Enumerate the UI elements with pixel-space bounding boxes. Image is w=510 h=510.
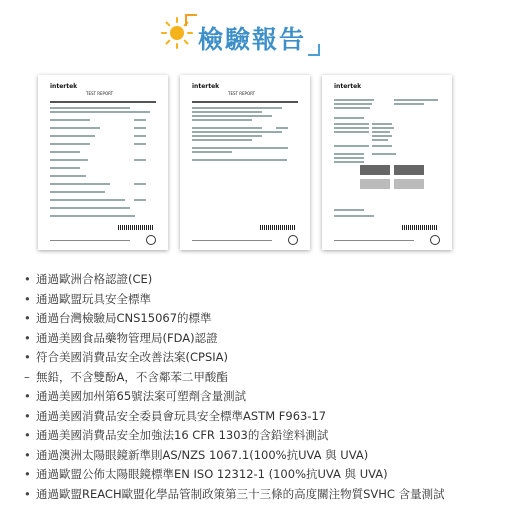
page-title: 檢驗報告 [198,25,307,54]
test-report-page [38,75,168,250]
intertek-logo: intertek [192,83,220,90]
title-corner-decoration [308,44,320,56]
list-item: • 通過澳洲太陽眼鏡新準則AS/NZS 1067.1(100%抗UVA 與 UVA) [24,447,369,462]
list-item: • 通過台灣檢驗局CNS15067的標準 [24,311,212,325]
list-item: • 通過歐盟玩具安全標準 [24,291,151,306]
report-heading: TEST REPORT [228,91,256,96]
list-item: • 通過歐盟REACH歐盟化學品管制政策第三十三條的高度關注物質SVHC 含量測試 [24,486,445,501]
header [0,0,510,68]
title-corner-decoration [185,14,197,26]
intertek-logo: intertek [50,83,78,90]
list-item: • 符合美國消費品安全改善法案(CPSIA) [24,350,228,364]
report-heading: TEST REPORT [86,91,114,96]
test-report-page [180,75,310,250]
list-item: – 無鉛，不含雙酚A，不含鄰苯二甲酸酯 [24,369,228,384]
list-item: • 通過美國加州第65號法案可塑劑含量測試 [24,389,247,403]
list-item: • 通過美國消費品安全委員會玩具安全標準ASTM F963-17 [24,408,327,423]
report-documents [0,75,510,255]
list-item: • 通過美國消費品安全加強法16 CFR 1303的含鉛塗料測試 [24,428,329,442]
test-report-page [322,75,452,250]
intertek-logo: intertek [334,83,362,90]
list-item: • 通過歐盟公佈太陽眼鏡標準EN ISO 12312-1 (100%抗UVA 與 UVA) [24,467,388,481]
certification-list [24,270,445,504]
list-item: • 通過歐洲合格認證(CE) [24,272,153,286]
list-item: • 通過美國食品藥物管理局(FDA)認證 [24,330,218,345]
